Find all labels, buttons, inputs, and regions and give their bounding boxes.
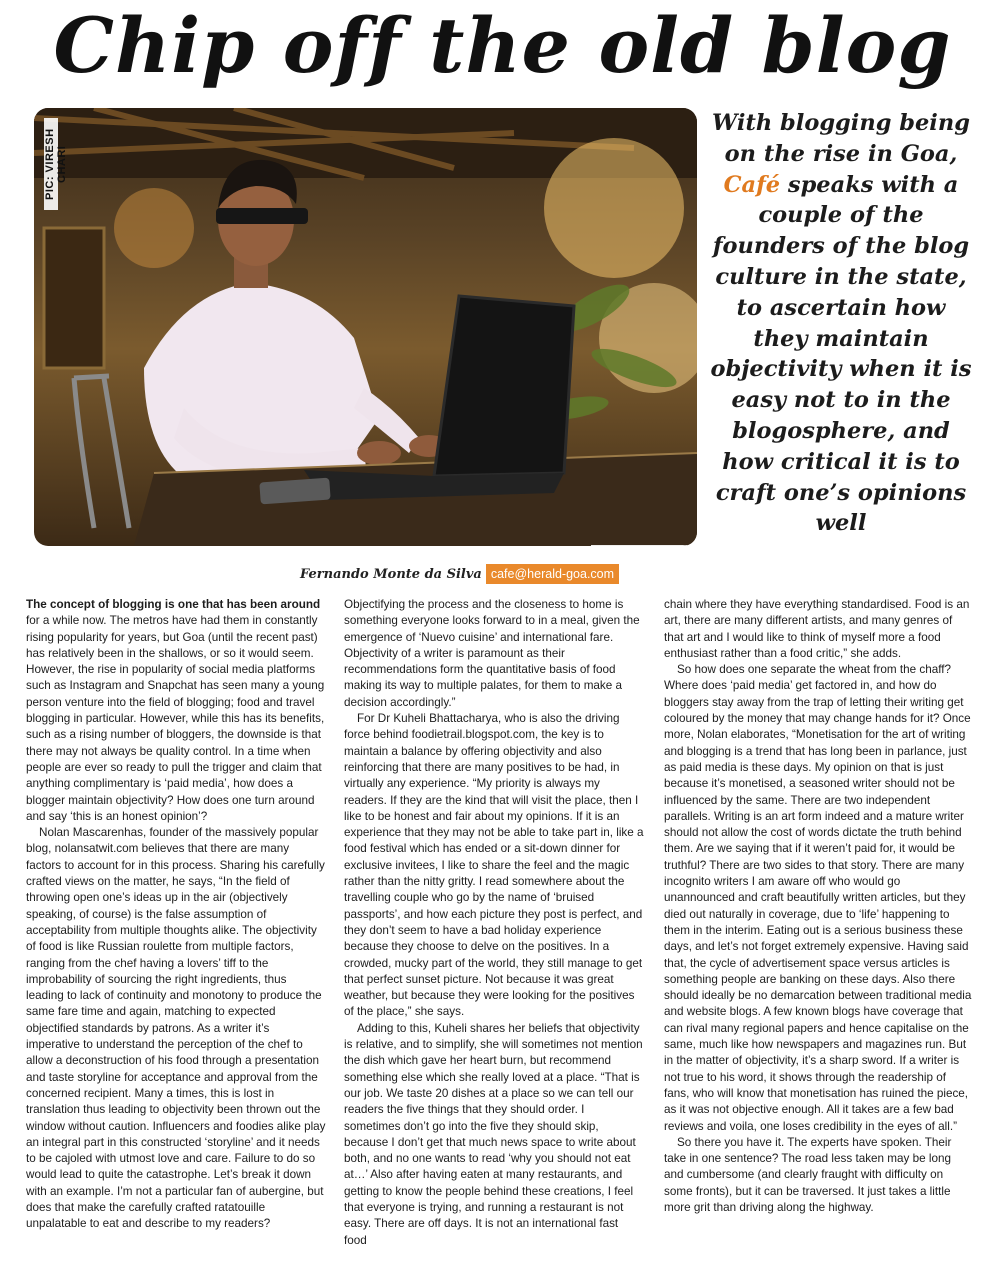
headline: Chip off the old blog (53, 1, 952, 90)
photo-illustration (34, 108, 697, 546)
article-paragraph: Nolan Mascarenhas, founder of the massively popular blog, nolansatwit.com believes that there are many factors to account for in this process. Sharing his carefully crafted views on the matter, he says, “In the field of throwing open one’s ideas up in the air (objectively speaking, of course) is the false assumption of acceptability from multiple thoughts alike. The objectivity of food is like Russian roulette from multiple factors, ranging from the chef having a lovers’ tiff to the improbability of sourcing the right ingredients, thus leading to lack of continuity and monotony to produce the same fare time and again, matching to expected objectified standards by patrons. As a writer it’s imperative to understand the perception of the chef to allow a deconstruction of his food through a presentation and taste storyline for acceptance and approval from the concerned recipient. Many a times, this is lost in translation thus leading to objectivity been thrown out the window without caution. Influencers and foodies alike play an integral part in this constructed ‘storyline’ and it needs to be cajoled with utmost love and care. Failure to do so would lead to quite the catastrophe. Let’s break it down with an example. I’m not a particular fan of aubergine, but does that make the carefully crafted ratatouille unpalatable to eat and describe to my readers? (26, 826, 326, 1231)
article-paragraph: For Dr Kuheli Bhattacharya, who is also the driving force behind foodietrail.blogspot.com, the key is to maintain a balance by offering objectivity and also reinforcing that there are many positives to be had, in virtually any experience. “My priority is always my readers. If they are the kind that will visit the place, then I like to be honest and fair about my opinions. If it is an experience that they may not be able to take part in, like a food festival which has ended or a sit-down dinner for exclusive invitees, I like to share the feel and the magic rather than the nitty gritty. I read somewhere about the travelling couple who go by the name of ‘bruised passports’, and how each picture they post is perfect, and they don’t seem to have a bad holiday experience because they choose to delve on the positives. In a crowded, mucky part of the world, they still manage to get that perfect sunset picture. Not because it was great weather, but because they were looking for the positives of the place,” she says. (344, 712, 644, 1019)
article-paragraph: chain where they have everything standardised. Food is an art, there are many different artists, and many genres of that art and I would like to think of myself more a food enthusiast rather than a food critic,” she adds. (664, 598, 970, 660)
article-paragraph: So how does one separate the wheat from the chaff? Where does ‘paid media’ get factored in, and how do bloggers stay away from the trap of letting their writing get coloured by the money that may change hands for it? Once more, Nolan elaborates, “Monetisation for the art of writing and blogging is a trend that has long been in parlance, just as paid media is these days. My opinion on that is just because it’s monetised, a seasoned writer should not be influenced by the same. There are two independent parallels. Writing is an art form indeed and a mature writer should not allow the cost of words dictate the truth behind them. Are we saying that if it weren’t paid for, it would be truthful? There are two sides to that story. There are many incognito writers I am aware off who would go unannounced and craft beautifully written articles, but they died out naturally in coverage, due to ‘life’ happening to them in the interim. Eating out is a serious business these days, and let’s not forget extremely expensive. Having said that, the cycle of advertisement space versus articles is something people are banking on these days. Also there should ideally be no demarcation between traditional media and website blogs. A few known blogs have coverage that can rival many regional papers and hence capitalise on the same, much like how newspapers and magazines run. But in the matter of objectivity, it’s a sharp sword. If a writer is not true to his word, it shows through the readership of fans, who will know that monetisation has ruined the piece, as it was not objective enough. All it takes are a few bad reviews and voila, one loses credibility in the eyes of all.” (664, 663, 972, 1133)
lead-rest: for a while now. The metros have had them in constantly rising popularity for years, but Goa (until the recent past) has relatively been in the shallows, or so it would seem. However, the rise in popularity of social media platforms such as Instagram and Snapchat has seen many a young person venture into the field of blogging; food and travel blogging in particular. However, while this has its benefits, such as a rising number of bloggers, the downside is that there may not always be quality control. In a time when people are ever so ready to pull the trigger and claim that anything complimentary is ‘paid media’, how does a blogger maintain objectivity? How does one turn around and say ‘this is an honest opinion’? (26, 614, 325, 823)
lead-bold: The concept of blogging is one that has been around (26, 598, 321, 611)
article-paragraph: Objectifying the process and the closeness to home is something everyone looks forward to in a meal, given the emergence of ‘Nuevo cuisine’ and international fare. Objectivity of a writer is paramount as their recommendations form the quantitative basis of food making its way to multiple palates, for them to make a decision accordingly.” (344, 598, 640, 709)
standfirst-before: With blogging being on the rise in Goa, (712, 110, 970, 167)
article-column-2 (344, 597, 644, 1267)
standfirst (710, 108, 972, 538)
article-paragraph: So there you have it. The experts have spoken. Their take in one sentence? The road less taken may be long and cumbersome (and clearly fraught with difficulty on some fronts), but it can be traversed. It just takes a little more grit than driving along the highway. (664, 1135, 952, 1214)
photo-caption (591, 545, 697, 546)
standfirst-brand: Café (723, 171, 781, 198)
article-photo (34, 108, 697, 546)
byline (300, 563, 619, 585)
photo-credit: PIC: VIRESH CHARI (44, 118, 58, 210)
byline-author: Fernando Monte da Silva (300, 566, 482, 582)
article-paragraph (26, 597, 326, 825)
article-column-1 (26, 597, 326, 1267)
byline-email[interactable]: cafe@herald-goa.com (486, 564, 619, 584)
article-paragraph: Adding to this, Kuheli shares her beliefs that objectivity is relative, and to simplify, she will sometimes not mention the dish which gave her heart burn, but recommend something else which she really loved at a place. “That is our job. We taste 20 dishes at a place so we can tell our readers the five things that they should order. I sometimes don’t go into the five they should skip, because I don’t get that much news space to write about both, and no one wants to read ‘why you should not eat at…’ Also after having eaten at many restaurants, and getting to know the people behind these creations, I feel that everyone is trying, and running a restaurant is not easy. There are off days. It is not an international fast food (344, 1021, 643, 1247)
standfirst-after: speaks with a couple of the founders of the blog culture in the state, to ascertain how they maintain objectivity when it is easy not to in the blogosphere, and how critical it is to craft one’s opinions well (710, 171, 972, 537)
article-column-3 (664, 597, 972, 1267)
